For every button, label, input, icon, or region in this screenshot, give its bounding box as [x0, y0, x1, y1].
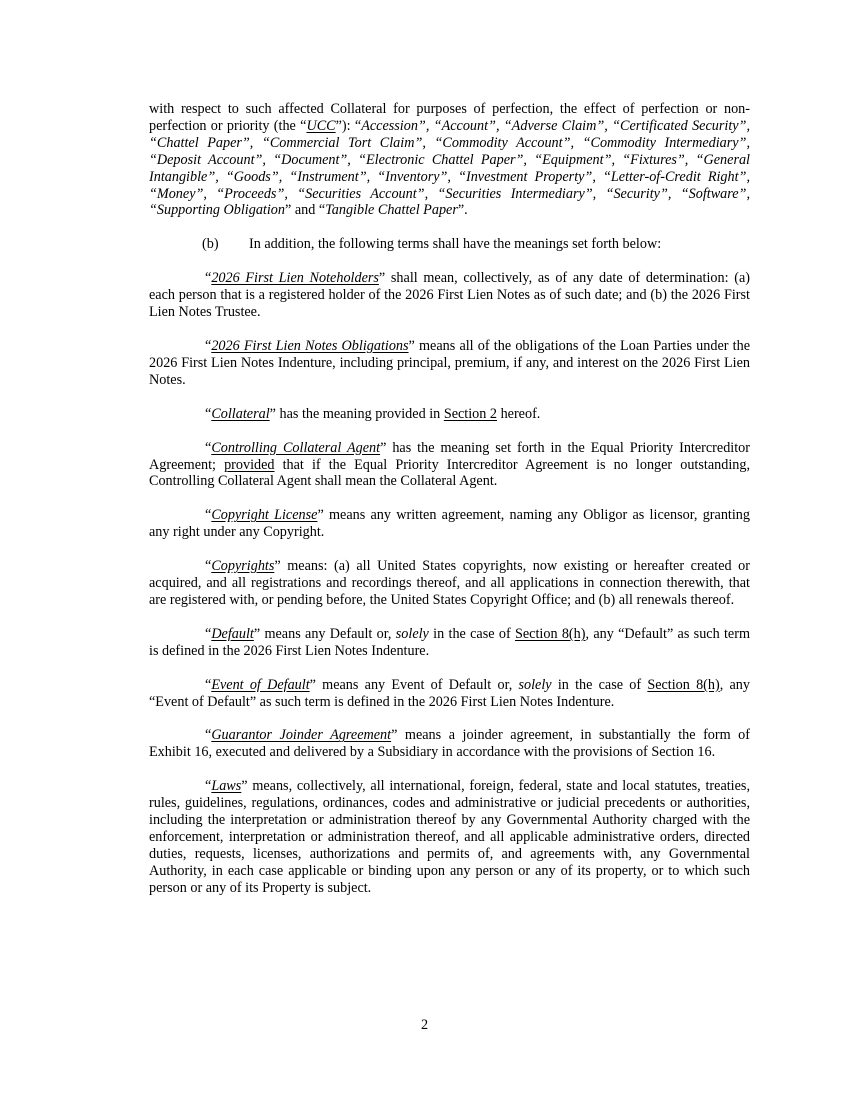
- definition-text-end: , any “Event of Default” as such term is defined in the 2026 First Lien Notes Indenture.: [149, 676, 750, 710]
- definition-text: ” means all of the obligations of the Loan Parties under the 2026 First Lien Notes Indenture, including principal, premium, if any, and interest on the 2026 First Lien Notes.: [149, 337, 750, 388]
- definition-copyrights: [149, 558, 750, 609]
- definition-default: [149, 626, 750, 660]
- definition-text-end: , any “Default” as such term is defined in the 2026 First Lien Notes Indenture.: [149, 625, 750, 659]
- defined-term: Collateral: [211, 405, 270, 422]
- defined-term: Guarantor Joinder Agreement: [211, 727, 392, 744]
- defined-term: 2026 First Lien Notes Obligations: [211, 337, 409, 354]
- definition-notes-obligations: [149, 338, 750, 389]
- solely-word: solely: [395, 625, 429, 642]
- intro-text-4: ”.: [457, 202, 468, 219]
- intro-text-3: ” and “: [284, 202, 326, 219]
- definition-text: ” means any Event of Default or,: [309, 676, 519, 693]
- intro-text-2: ”): “: [335, 117, 362, 134]
- open-quote: “: [205, 676, 212, 693]
- section-reference: Section 2: [443, 405, 498, 422]
- section-reference: Section 8(h): [647, 676, 720, 693]
- definition-copyright-license: [149, 507, 750, 541]
- open-quote: “: [205, 337, 212, 354]
- definition-text: ” means: (a) all United States copyrights, now existing or hereafter created or acquired, and all registrations and recordings thereof, and all applications in connection therewith, that are registered with, or pending before, the United States Copyright Office; and (b) all renewals thereof.: [149, 558, 750, 608]
- definition-text: ” means, collectively, all international, foreign, federal, state and local statutes, treaties, rules, guidelines, regulations, ordinances, codes and administrative or judicial precedents or authorities, including the interpretation or administration thereof by any Governmental Authority charged with the enforcement, interpretation or administration thereof, and all applicable administrative orders, directed duties, requests, licenses, authorizations and permits of, and agreements with, any Governmental Authority, in each case applicable or binding upon any person or any of its property, or to which such person or any of its Property is subject.: [149, 778, 750, 896]
- provided-word: provided: [224, 456, 275, 473]
- open-quote: “: [205, 625, 212, 642]
- body-text: [149, 101, 750, 914]
- definition-laws: [149, 778, 750, 896]
- open-quote: “: [205, 727, 212, 744]
- ucc-term: UCC: [306, 117, 336, 134]
- definition-text: ” has the meaning set forth in the Equal Priority Intercreditor Agreement;: [149, 439, 750, 473]
- defined-term: Controlling Collateral Agent: [211, 439, 381, 456]
- definition-text: ” means any Default or,: [253, 625, 396, 642]
- subsection-b-text: In addition, the following terms shall have the meanings set forth below:: [249, 236, 662, 253]
- page-number: 2: [420, 1017, 429, 1033]
- definition-guarantor-joinder-agreement: [149, 727, 750, 761]
- definition-text: ” means any written agreement, naming any Obligor as licensor, granting any right under any Copyright.: [149, 507, 750, 541]
- section-reference: Section 8(h): [514, 625, 586, 642]
- definition-controlling-collateral-agent: [149, 440, 750, 491]
- defined-term: Default: [211, 625, 254, 642]
- defined-term: Laws: [211, 778, 242, 795]
- intro-text-1: with respect to such affected Collateral for purposes of perfection, the effect of perfection or non-perfection or priority (the “: [149, 101, 750, 134]
- defined-term: Event of Default: [211, 676, 310, 693]
- open-quote: “: [205, 270, 212, 287]
- definition-text: ” means a joinder agreement, in substantially the form of Exhibit 16, executed and delivered by a Subsidiary in accordance with the provisions of Section 16.: [149, 727, 750, 761]
- defined-term: 2026 First Lien Noteholders: [211, 270, 379, 287]
- definition-text: ” shall mean, collectively, as of any date of determination: (a) each person that is a registered holder of the 2026 First Lien Notes as of such date; and (b) the 2026 First Lien Notes Trustee.: [149, 270, 750, 321]
- solely-word: solely: [518, 676, 552, 693]
- ucc-terms-list: Accession”, “Account”, “Adverse Claim”, “Certificated Security”, “Chattel Paper”, “Commercial Tort Claim”, “Commodity Account”, “Commodity Intermediary”, “Deposit Account”, “Document”, “Electronic Chattel Paper”, “Equipment”, “Fixtures”, “General Intangible”, “Goods”, “Instrument”, “Inventory”, “Investment Property”, “Letter-of-Credit Right”, “Money”, “Proceeds”, “Securities Account”, “Securities Intermediary”, “Security”, “Software”, “Supporting Obligation: [149, 117, 750, 219]
- definition-noteholders: [149, 270, 750, 321]
- intro-paragraph: [149, 101, 750, 219]
- open-quote: “: [205, 778, 212, 795]
- definition-text-end: hereof.: [497, 405, 541, 422]
- open-quote: “: [205, 405, 212, 422]
- definition-collateral: [149, 406, 750, 423]
- definition-text-mid: in the case of: [428, 625, 515, 642]
- subsection-b-label: (b): [202, 236, 219, 253]
- definition-text: ” has the meaning provided in: [269, 405, 444, 422]
- definition-text-mid: in the case of: [551, 676, 648, 693]
- open-quote: “: [205, 558, 212, 575]
- open-quote: “: [205, 439, 212, 456]
- definition-event-of-default: [149, 677, 750, 711]
- defined-term: Copyright License: [211, 507, 318, 524]
- last-ucc-term: Tangible Chattel Paper: [325, 202, 458, 219]
- subsection-b: [149, 236, 750, 253]
- open-quote: “: [205, 507, 212, 524]
- defined-term: Copyrights: [211, 558, 275, 575]
- definition-text-end: that if the Equal Priority Intercreditor Agreement is no longer outstanding, Controlling Collateral Agent shall mean the Collateral Agent.: [149, 456, 750, 490]
